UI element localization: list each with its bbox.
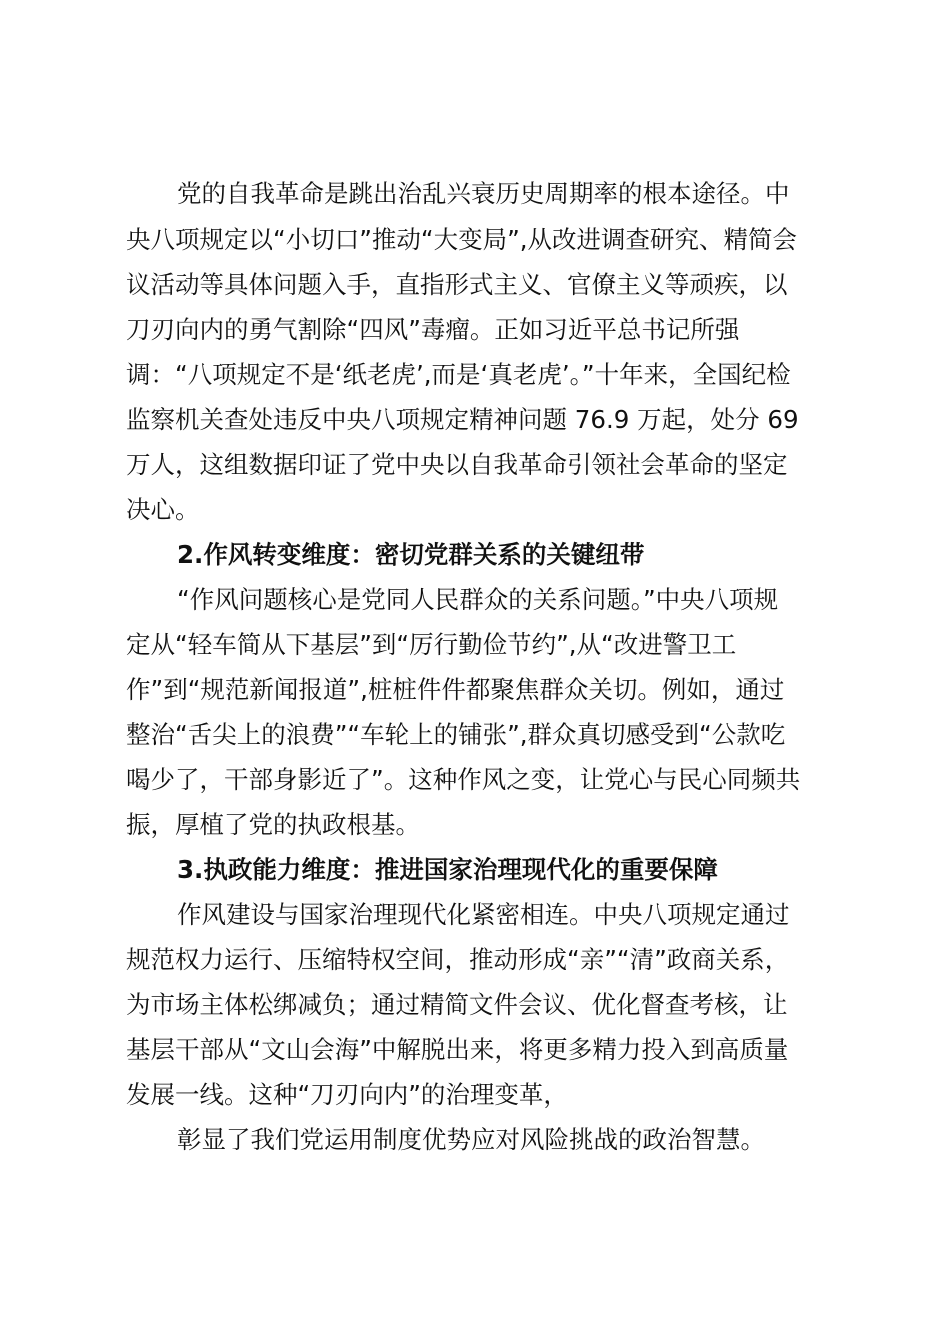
paragraph-1-line-7: 万人，这组数据印证了党中央以自我革命引领社会革命的坚定 — [126, 450, 788, 479]
paragraph-3-line-1: 作风建设与国家治理现代化紧密相连。中央八项规定通过 — [177, 900, 790, 929]
paragraph-1-line-6: 监察机关查处违反中央八项规定精神问题 76.9 万起，处分 69 — [126, 405, 799, 434]
paragraph-2-line-4: 整治“舌尖上的浪费”“车轮上的铺张”,群众真切感受到“公款吃 — [126, 720, 786, 749]
paragraph-2-line-3: 作”到“规范新闻报道”,桩桩件件都聚焦群众关切。例如，通过 — [126, 675, 785, 704]
paragraph-4-line-1: 彰显了我们党运用制度优势应对风险挑战的政治智慧。 — [177, 1125, 765, 1154]
paragraph-1-line-1: 党的自我革命是跳出治乱兴衰历史周期率的根本途径。中 — [177, 179, 790, 208]
section-heading-3: 3.执政能力维度：推进国家治理现代化的重要保障 — [177, 855, 718, 884]
paragraph-2-line-6: 振，厚植了党的执政根基。 — [126, 810, 420, 839]
paragraph-3-line-4: 基层干部从“文山会海”中解脱出来，将更多精力投入到高质量 — [126, 1035, 789, 1064]
paragraph-3-line-5: 发展一线。这种“刀刃向内”的治理变革， — [126, 1080, 568, 1109]
paragraph-1-line-5: 调：“八项规定不是‘纸老虎’,而是‘真老虎’。”十年来，全国纪检 — [126, 360, 791, 389]
paragraph-2-line-5: 喝少了，干部身影近了”。这种作风之变，让党心与民心同频共 — [126, 765, 801, 794]
paragraph-1-line-4: 刀刃向内的勇气割除“四风”毒瘤。正如习近平总书记所强 — [126, 315, 740, 344]
paragraph-1-line-3: 议活动等具体问题入手，直指形式主义、官僚主义等顽疾，以 — [126, 270, 788, 299]
paragraph-3-line-3: 为市场主体松绑减负；通过精简文件会议、优化督查考核，让 — [126, 990, 788, 1019]
paragraph-3-line-2: 规范权力运行、压缩特权空间，推动形成“亲”“清”政商关系， — [126, 945, 790, 974]
paragraph-2-line-2: 定从“轻车简从下基层”到“厉行勤俭节约”,从“改进警卫工 — [126, 630, 737, 659]
section-heading-2: 2.作风转变维度：密切党群关系的关键纽带 — [177, 540, 645, 569]
paragraph-1-line-8: 决心。 — [126, 495, 200, 524]
paragraph-2-line-1: “作风问题核心是党同人民群众的关系问题。”中央八项规 — [177, 585, 779, 614]
paragraph-1-line-2: 央八项规定以“小切口”推动“大变局”,从改进调查研究、精简会 — [126, 225, 798, 254]
